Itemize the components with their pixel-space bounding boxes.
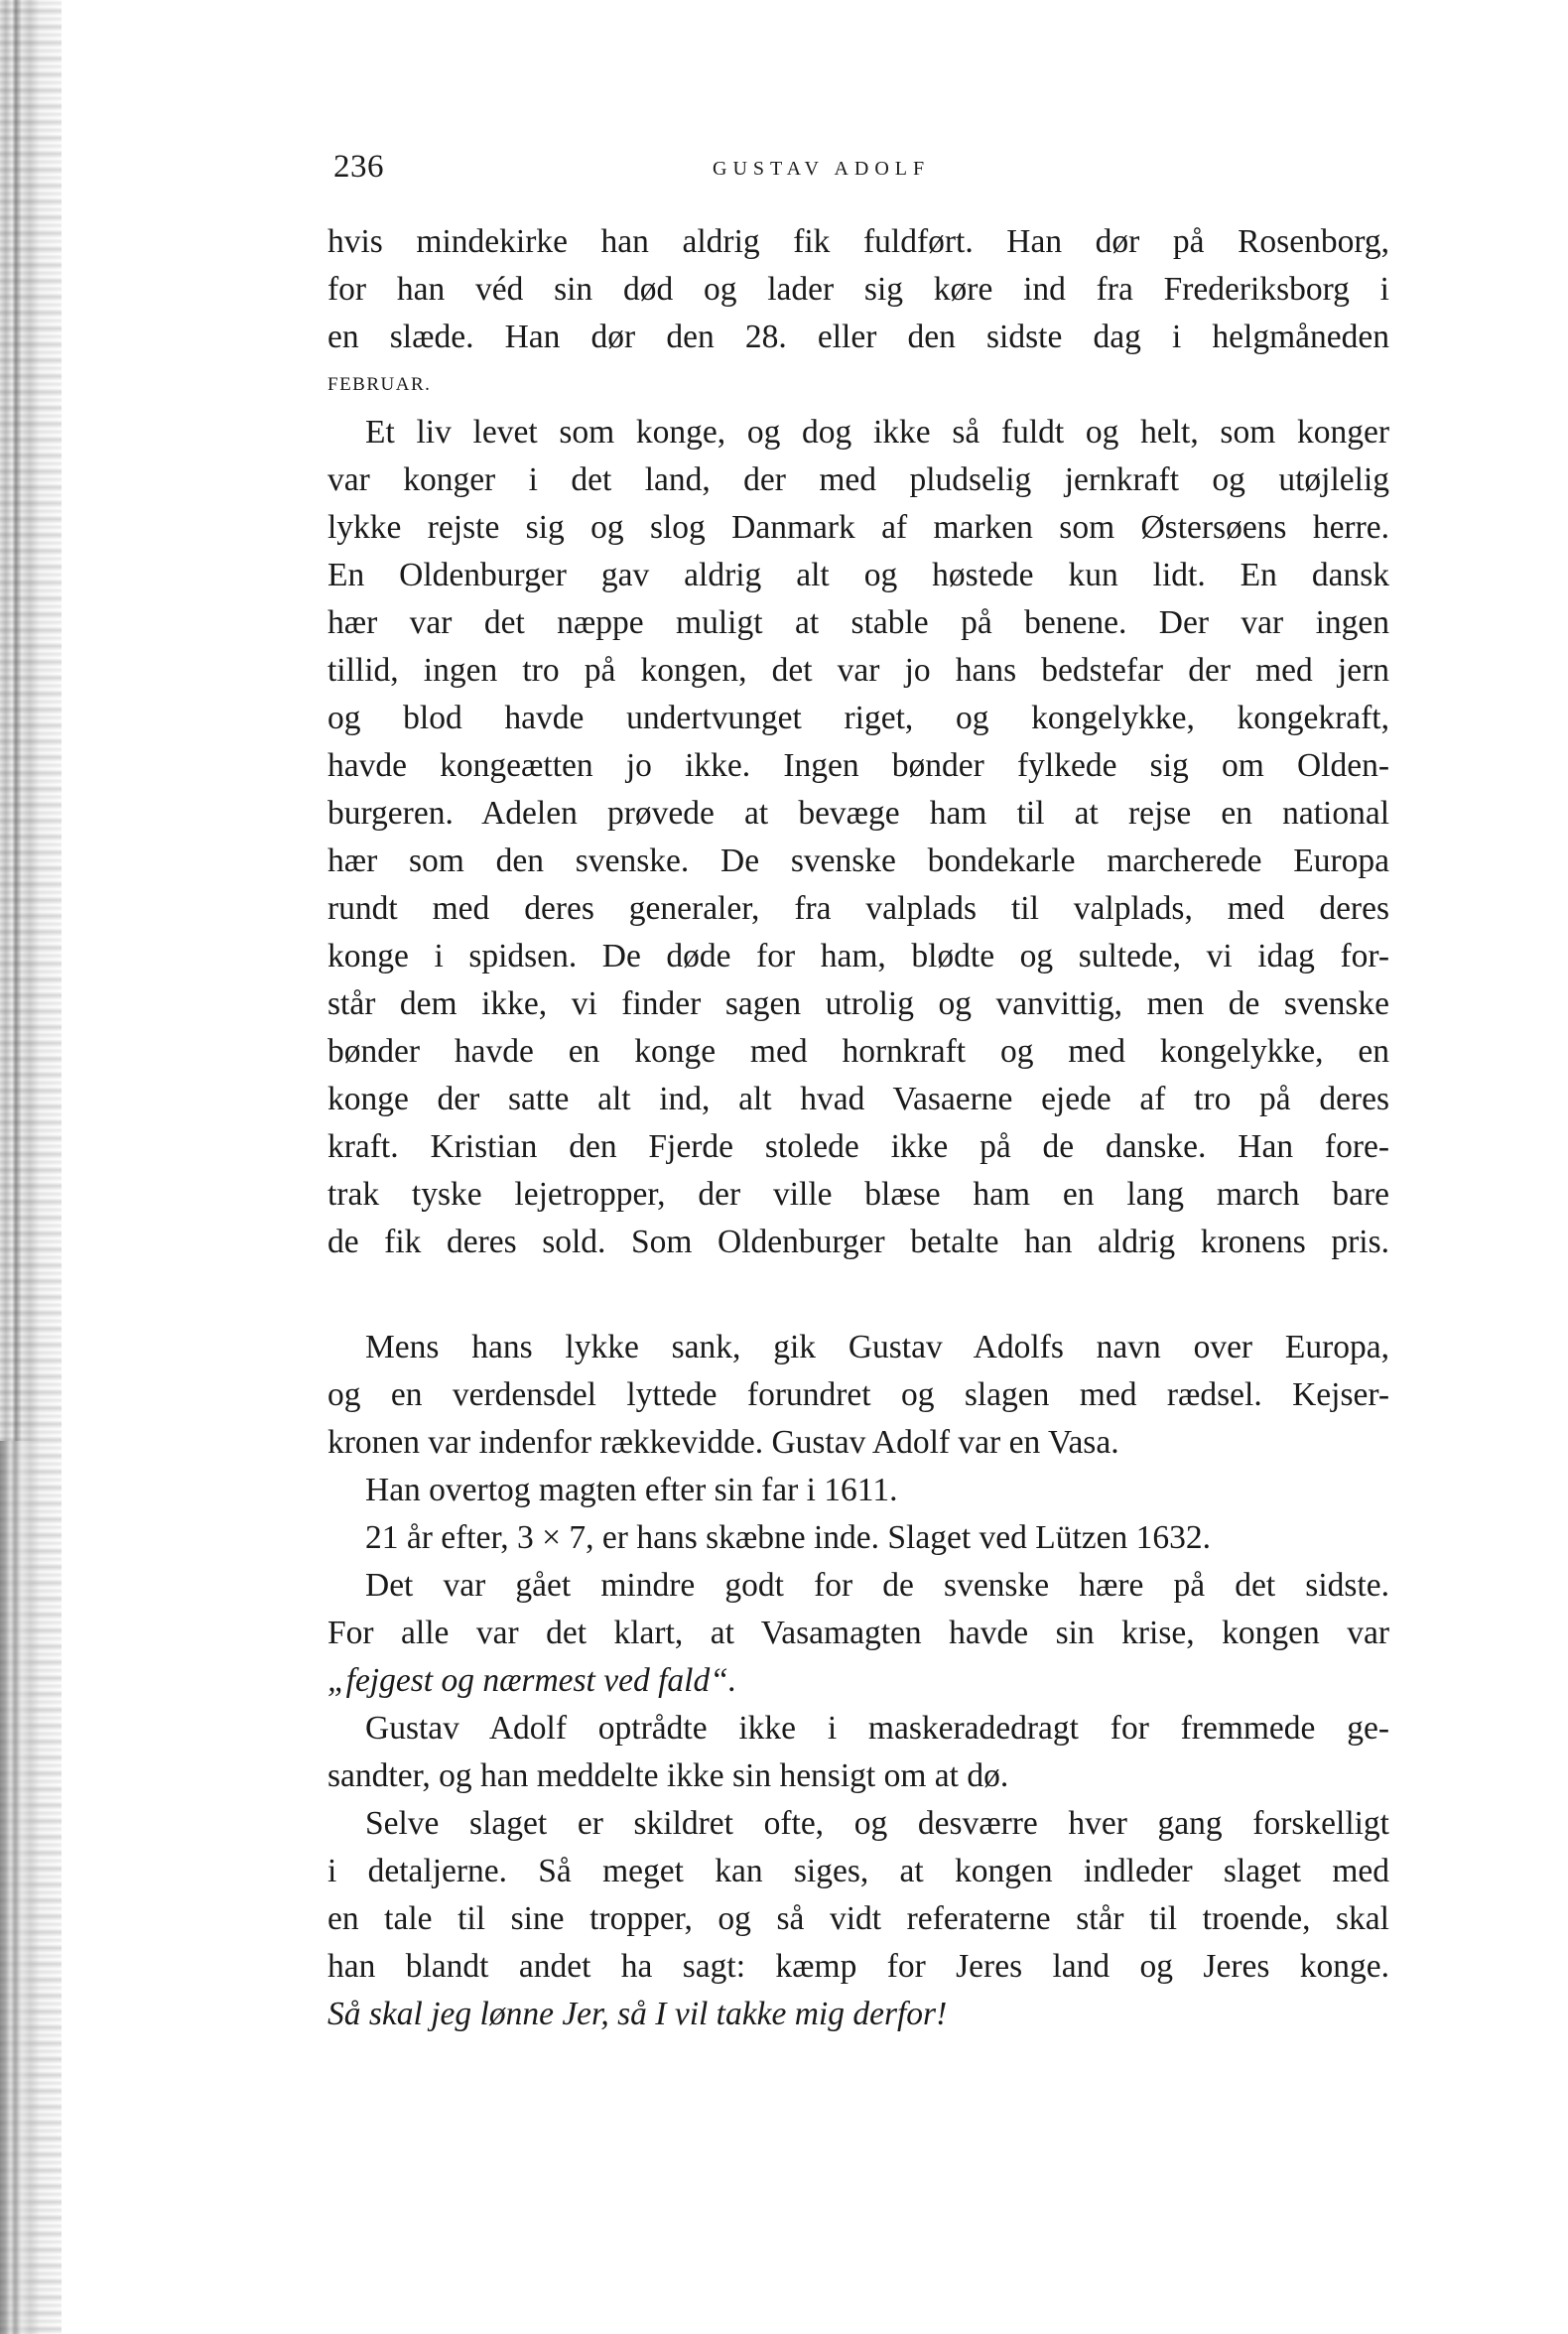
text-line: FEBRUAR.	[327, 374, 432, 395]
text-line: bønder havde en konge med hornkraft og med kongelykke, en	[327, 1033, 1389, 1070]
text-line: står dem ikke, vi finder sagen utrolig og vanvittig, men de svenske	[327, 985, 1389, 1022]
text-line: Så skal jeg lønne Jer, så I vil takke mig derfor!	[327, 1996, 948, 2032]
text-line: hær som den svenske. De svenske bondekarle marcherede Europa	[327, 843, 1389, 879]
text-line: En Oldenburger gav aldrig alt og høstede kun lidt. En dansk	[327, 557, 1389, 593]
text-line: For alle var det klart, at Vasamagten havde sin krise, kongen var	[327, 1615, 1389, 1651]
binding-edge	[0, 0, 62, 2334]
text-line: sandter, og han meddelte ikke sin hensigt om at dø.	[327, 1757, 1009, 1794]
text-line: Han overtog magten efter sin far i 1611.	[365, 1472, 898, 1508]
text-line: rundt med deres generaler, fra valplads til valplads, med deres	[327, 890, 1389, 927]
text-line: var konger i det land, der med pludselig jernkraft og utøjlelig	[327, 461, 1389, 498]
text-line: han blandt andet ha sagt: kæmp for Jeres land og Jeres konge.	[327, 1948, 1389, 1985]
text-line: konge i spidsen. De døde for ham, blødte og sultede, vi idag for-	[327, 938, 1389, 974]
page-header	[333, 149, 1387, 193]
text-line: lykke rejste sig og slog Danmark af marken som Østersøens herre.	[327, 509, 1389, 546]
text-line: en tale til sine tropper, og så vidt referaterne står til troende, skal	[327, 1900, 1389, 1937]
text-line: kronen var indenfor rækkevidde. Gustav Adolf var en Vasa.	[327, 1424, 1119, 1461]
text-line: Det var gået mindre godt for de svenske hære på det sidste.	[365, 1567, 1389, 1604]
page-number: 236	[333, 149, 384, 185]
text-line: og blod havde undertvunget riget, og kongelykke, kongekraft,	[327, 700, 1389, 736]
text-line: 21 år efter, 3 × 7, er hans skæbne inde. Slaget ved Lützen 1632.	[365, 1519, 1212, 1556]
section-break	[327, 1266, 1389, 1324]
text-line: konge der satte alt ind, alt hvad Vasaerne ejede af tro på deres	[327, 1081, 1389, 1117]
text-line: burgeren. Adelen prøvede at bevæge ham til at rejse en national	[327, 795, 1389, 832]
text-line: for han véd sin død og lader sig køre ind fra Frederiksborg i	[327, 271, 1389, 308]
text-line: „fejgest og nærmest ved fald“.	[327, 1662, 737, 1699]
body-text	[327, 218, 1389, 2038]
text-line: Gustav Adolf optrådte ikke i maskeradedragt for fremmede ge-	[365, 1710, 1389, 1747]
text-line: Selve slaget er skildret ofte, og desværre hver gang forskelligt	[365, 1805, 1389, 1842]
text-line: hvis mindekirke han aldrig fik fuldført. Han dør på Rosenborg,	[327, 223, 1389, 260]
text-line: havde kongeætten jo ikke. Ingen bønder fylkede sig om Olden-	[327, 747, 1389, 784]
text-line: Mens hans lykke sank, gik Gustav Adolfs navn over Europa,	[365, 1329, 1389, 1365]
text-line: de fik deres sold. Som Oldenburger betalte han aldrig kronens pris.	[327, 1224, 1389, 1260]
text-line: kraft. Kristian den Fjerde stolede ikke på de danske. Han fore-	[327, 1128, 1389, 1165]
text-line: og en verdensdel lyttede forundret og slagen med rædsel. Kejser-	[327, 1376, 1389, 1413]
text-line: Et liv levet som konge, og dog ikke så fuldt og helt, som konger	[365, 414, 1389, 451]
text-line: hær var det næppe muligt at stable på benene. Der var ingen	[327, 604, 1389, 641]
text-line: en slæde. Han dør den 28. eller den sidste dag i helgmåneden	[327, 319, 1389, 355]
running-head: GUSTAV ADOLF	[713, 158, 931, 180]
text-line: trak tyske lejetropper, der ville blæse ham en lang march bare	[327, 1176, 1389, 1213]
text-line: i detaljerne. Så meget kan siges, at kongen indleder slaget med	[327, 1853, 1389, 1889]
text-line: tillid, ingen tro på kongen, det var jo hans bedstefar der med jern	[327, 652, 1389, 689]
